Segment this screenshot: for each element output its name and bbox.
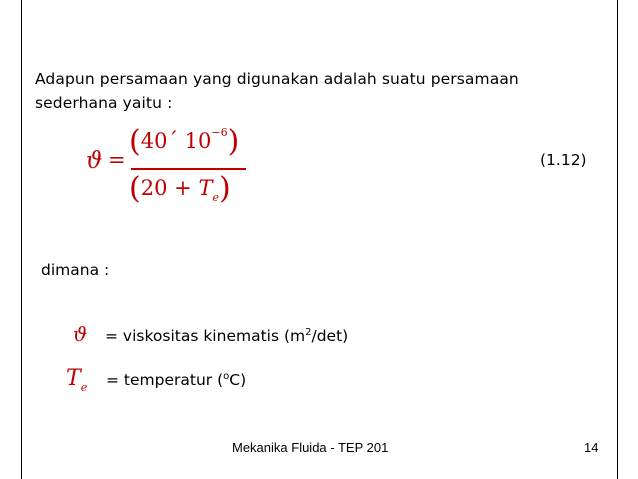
slide-border-left [21,0,22,479]
numerator-open-paren: ( [129,124,141,159]
definition-viscosity [73,322,348,346]
intro-paragraph: Adapun persamaan yang digunakan adalah suatu persamaan sederhana yaitu : [35,70,519,112]
temperature-text-end: C) [229,371,247,389]
viscosity-unit-exponent: 2 [305,327,312,338]
numerator-close-paren: ) [227,124,240,159]
viscosity-symbol: ϑ [73,322,88,346]
denominator-subscript: e [212,191,219,204]
viscosity-text-end: /det) [311,327,349,345]
equation-lhs-symbol: ϑ [86,148,103,174]
equation-numerator [129,124,239,159]
times-symbol: ´ [167,129,178,153]
denominator-value-a: 20 [140,176,168,200]
equation-denominator [129,171,231,206]
denominator-variable: T [198,176,213,200]
dimana-label: dimana : [41,261,110,279]
equation-equals: = [108,148,126,172]
fraction-line [131,168,246,170]
numerator-value-a: 40 [140,129,168,153]
definition-temperature [66,366,246,394]
numerator-exponent: −6 [211,126,228,139]
numerator-value-b: 10 [184,129,212,153]
page-number: 14 [584,440,599,455]
slide-border-right [617,0,618,479]
temperature-symbol-subscript: e [80,381,88,394]
temperature-symbol-letter: T [66,366,81,391]
temperature-symbol [66,366,106,394]
denominator-open-paren: ( [129,171,141,206]
plus-symbol: + [174,176,192,200]
viscosity-text: = viskositas kinematis (m [105,327,306,345]
denominator-close-paren: ) [218,171,231,206]
temperature-text: = temperatur ( [106,371,224,389]
equation-number: (1.12) [540,151,587,169]
footer-title: Mekanika Fluida - TEP 201 [232,440,389,455]
viscosity-description [105,327,348,345]
temperature-description [106,371,246,389]
degree-superscript: o [223,371,230,382]
equation-viscosity [86,118,266,214]
